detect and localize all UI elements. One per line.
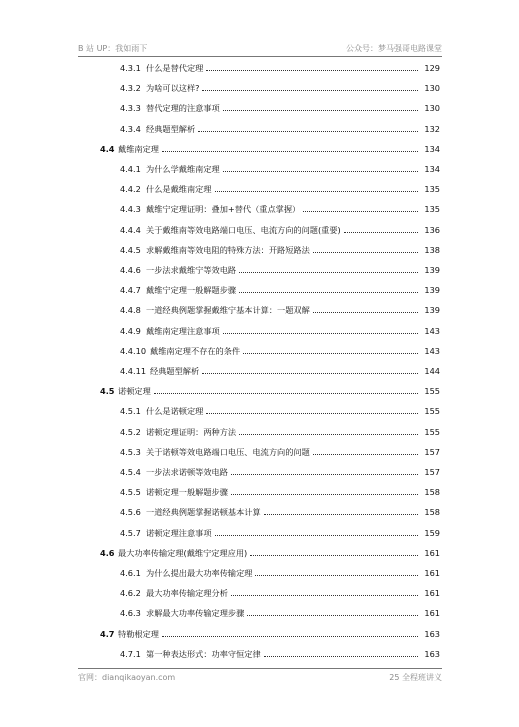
toc-entry[interactable] bbox=[100, 628, 440, 640]
toc-entry-title: 特勒根定理 bbox=[118, 629, 159, 639]
toc-entry-number: 4.6.3 bbox=[120, 608, 141, 618]
toc-leader-dots bbox=[154, 393, 418, 394]
toc-entry[interactable] bbox=[120, 244, 440, 256]
toc-entry-page-number: 129 bbox=[424, 63, 440, 73]
toc-entry[interactable] bbox=[120, 527, 440, 539]
toc-entry-number: 4.3.4 bbox=[120, 124, 141, 134]
toc-entry-title: 最大功率传输定理(戴维宁定理应用) bbox=[118, 548, 248, 558]
toc-entry-number: 4.3.1 bbox=[120, 63, 141, 73]
toc-entry-title: 一道经典例题掌握戴维宁基本计算：一题双解 bbox=[146, 305, 310, 315]
toc-entry-title: 求解最大功率传输定理步骤 bbox=[146, 608, 245, 618]
toc-entry-page-number: 155 bbox=[424, 427, 440, 437]
toc-entry-number: 4.5.2 bbox=[120, 427, 141, 437]
toc-entry[interactable] bbox=[100, 547, 440, 559]
toc-entry-title: 关于戴维南等效电路端口电压、电流方向的问题(重要) bbox=[146, 225, 341, 235]
toc-entry[interactable] bbox=[120, 304, 440, 316]
toc-entry[interactable] bbox=[120, 62, 440, 74]
toc-leader-dots bbox=[162, 636, 418, 637]
toc-entry-title: 什么是诺顿定理 bbox=[146, 406, 204, 416]
toc-entry-title: 一步法求诺顿等效电路 bbox=[146, 467, 228, 477]
toc-leader-dots bbox=[223, 110, 418, 111]
toc-leader-dots bbox=[206, 413, 418, 414]
toc-entry-number: 4.3.2 bbox=[120, 83, 141, 93]
toc-entry[interactable] bbox=[120, 163, 440, 175]
toc-leader-dots bbox=[239, 434, 418, 435]
toc-leader-dots bbox=[215, 191, 418, 192]
toc-leader-dots bbox=[313, 252, 418, 253]
footer-left-text: 官网：dianqikaoyan.com bbox=[78, 673, 176, 682]
page-footer bbox=[78, 668, 442, 683]
toc-entry-page-number: 161 bbox=[424, 548, 440, 558]
toc-entry-title: 戴维南定理 bbox=[118, 144, 159, 154]
toc-leader-dots bbox=[247, 615, 418, 616]
toc-leader-dots bbox=[202, 373, 418, 374]
toc-entry-number: 4.4.3 bbox=[120, 204, 141, 214]
toc-entry-number: 4.4.5 bbox=[120, 245, 141, 255]
toc-entry-page-number: 157 bbox=[424, 467, 440, 477]
header-left-text: B 站 UP：我如雨下 bbox=[78, 44, 148, 53]
toc-entry-page-number: 134 bbox=[424, 144, 440, 154]
toc-entry[interactable] bbox=[120, 405, 440, 417]
toc-entry-page-number: 155 bbox=[424, 406, 440, 416]
toc-leader-dots bbox=[264, 514, 418, 515]
toc-entry-number: 4.5.6 bbox=[120, 507, 141, 517]
toc-entry[interactable] bbox=[120, 345, 440, 357]
toc-entry-title: 最大功率传输定理分析 bbox=[146, 588, 228, 598]
toc-entry-title: 戴维南定理不存在的条件 bbox=[150, 346, 241, 356]
toc-leader-dots bbox=[313, 454, 418, 455]
toc-entry-page-number: 143 bbox=[424, 346, 440, 356]
toc-entry[interactable] bbox=[120, 203, 440, 215]
toc-entry-number: 4.4.4 bbox=[120, 225, 141, 235]
toc-leader-dots bbox=[162, 151, 418, 152]
toc-leader-dots bbox=[239, 272, 418, 273]
toc-entry-title: 戴维南定理注意事项 bbox=[146, 326, 220, 336]
toc-entry-page-number: 163 bbox=[424, 629, 440, 639]
toc-entry-page-number: 130 bbox=[424, 103, 440, 113]
toc-leader-dots bbox=[231, 494, 418, 495]
toc-leader-dots bbox=[223, 171, 418, 172]
toc-entry[interactable] bbox=[120, 365, 440, 377]
toc-entry-title: 为啥可以这样? bbox=[146, 83, 200, 93]
toc-entry-title: 一步法求戴维宁等效电路 bbox=[146, 265, 237, 275]
toc-entry-title: 关于诺顿等效电路端口电压、电流方向的问题 bbox=[146, 447, 310, 457]
toc-entry[interactable] bbox=[120, 446, 440, 458]
toc-leader-dots bbox=[202, 90, 418, 91]
toc-entry-title: 为什么提出最大功率传输定理 bbox=[146, 568, 253, 578]
toc-entry[interactable] bbox=[120, 284, 440, 296]
toc-entry-page-number: 130 bbox=[424, 83, 440, 93]
toc-entry[interactable] bbox=[120, 567, 440, 579]
toc-entry-title: 诺顿定理一般解题步骤 bbox=[146, 487, 228, 497]
toc-entry-number: 4.3.3 bbox=[120, 103, 141, 113]
toc-entry-page-number: 161 bbox=[424, 588, 440, 598]
toc-leader-dots bbox=[206, 70, 418, 71]
toc-entry[interactable] bbox=[120, 82, 440, 94]
toc-leader-dots bbox=[303, 211, 418, 212]
toc-leader-dots bbox=[198, 131, 418, 132]
toc-entry-title: 一道经典例题掌握诺顿基本计算 bbox=[146, 507, 261, 517]
toc-entry-title: 诺顿定理证明：两种方法 bbox=[146, 427, 237, 437]
toc-entry[interactable] bbox=[120, 264, 440, 276]
toc-entry-page-number: 163 bbox=[424, 649, 440, 659]
toc-entry-number: 4.4 bbox=[100, 144, 115, 154]
toc-entry-page-number: 161 bbox=[424, 608, 440, 618]
toc-entry-number: 4.4.7 bbox=[120, 285, 141, 295]
toc-entry-page-number: 135 bbox=[424, 204, 440, 214]
toc-entry[interactable] bbox=[120, 486, 440, 498]
toc-entry-number: 4.4.6 bbox=[120, 265, 141, 275]
toc-entry-number: 4.6.2 bbox=[120, 588, 141, 598]
toc-leader-dots bbox=[243, 353, 418, 354]
toc-entry[interactable] bbox=[120, 426, 440, 438]
toc-entry-title: 求解戴维南等效电阻的特殊方法：开路短路法 bbox=[146, 245, 310, 255]
toc-entry-title: 第一种表达形式：功率守恒定律 bbox=[146, 649, 261, 659]
toc-entry[interactable] bbox=[120, 224, 440, 236]
toc-entry-page-number: 132 bbox=[424, 124, 440, 134]
toc-leader-dots bbox=[223, 333, 418, 334]
toc-entry-number: 4.4.1 bbox=[120, 164, 141, 174]
toc-entry-page-number: 157 bbox=[424, 447, 440, 457]
toc-entry-page-number: 136 bbox=[424, 225, 440, 235]
toc-entry[interactable] bbox=[120, 123, 440, 135]
toc-entry-number: 4.5.4 bbox=[120, 467, 141, 477]
toc-entry[interactable] bbox=[100, 385, 440, 397]
toc-entry-number: 4.4.9 bbox=[120, 326, 141, 336]
toc-entry[interactable] bbox=[100, 143, 440, 155]
toc-entry[interactable] bbox=[120, 102, 440, 114]
toc-entry-title: 经典题型解析 bbox=[146, 124, 196, 134]
toc-entry-number: 4.6.1 bbox=[120, 568, 141, 578]
toc-entry-page-number: 161 bbox=[424, 568, 440, 578]
toc-entry-title: 诺顿定理 bbox=[118, 386, 151, 396]
toc-entry-number: 4.6 bbox=[100, 548, 115, 558]
toc-entry-page-number: 144 bbox=[424, 366, 440, 376]
toc-leader-dots bbox=[231, 474, 418, 475]
footer-right-text: 25 全程班讲义 bbox=[389, 673, 442, 682]
toc-entry-number: 4.4.2 bbox=[120, 184, 141, 194]
toc-entry-title: 替代定理的注意事项 bbox=[146, 103, 220, 113]
toc-entry[interactable] bbox=[120, 607, 440, 619]
toc-entry-page-number: 158 bbox=[424, 507, 440, 517]
toc-entry[interactable] bbox=[120, 183, 440, 195]
toc-entry-page-number: 139 bbox=[424, 265, 440, 275]
toc-leader-dots bbox=[250, 555, 418, 556]
toc-entry-title: 戴维宁定理证明：叠加+替代（重点掌握） bbox=[146, 204, 301, 214]
toc-entry-page-number: 159 bbox=[424, 528, 440, 538]
toc-entry[interactable] bbox=[120, 587, 440, 599]
toc-entry-page-number: 155 bbox=[424, 386, 440, 396]
toc-entry[interactable] bbox=[120, 648, 440, 660]
toc-entry-number: 4.7 bbox=[100, 629, 115, 639]
toc-entry-title: 戴维宁定理一般解题步骤 bbox=[146, 285, 237, 295]
toc-entry-number: 4.5.3 bbox=[120, 447, 141, 457]
toc-entry-title: 什么是戴维南定理 bbox=[146, 184, 212, 194]
page-header bbox=[78, 42, 442, 57]
toc-leader-dots bbox=[313, 312, 418, 313]
toc-entry-number: 4.4.10 bbox=[120, 346, 147, 356]
toc-entry-number: 4.4.8 bbox=[120, 305, 141, 315]
toc-entry-title: 诺顿定理注意事项 bbox=[146, 528, 212, 538]
toc-entry-page-number: 135 bbox=[424, 184, 440, 194]
toc-entry-page-number: 138 bbox=[424, 245, 440, 255]
toc-entry-title: 经典题型解析 bbox=[150, 366, 200, 376]
toc-leader-dots bbox=[215, 535, 418, 536]
toc-leader-dots bbox=[239, 292, 418, 293]
toc-entry-number: 4.5.7 bbox=[120, 528, 141, 538]
toc-entry[interactable] bbox=[120, 466, 440, 478]
toc-leader-dots bbox=[255, 575, 418, 576]
toc-leader-dots bbox=[344, 232, 418, 233]
toc-entry-title: 什么是替代定理 bbox=[146, 63, 204, 73]
toc-entry-page-number: 134 bbox=[424, 164, 440, 174]
toc-entry-number: 4.4.11 bbox=[120, 366, 147, 376]
toc-entry-page-number: 139 bbox=[424, 305, 440, 315]
toc-entry-number: 4.7.1 bbox=[120, 649, 141, 659]
toc-entry[interactable] bbox=[120, 325, 440, 337]
toc-leader-dots bbox=[231, 595, 418, 596]
toc-entry-number: 4.5.5 bbox=[120, 487, 141, 497]
toc-entry-page-number: 139 bbox=[424, 285, 440, 295]
toc-entry-number: 4.5.1 bbox=[120, 406, 141, 416]
toc-entry-title: 为什么学戴维南定理 bbox=[146, 164, 220, 174]
toc-entry[interactable] bbox=[120, 506, 440, 518]
toc-entry-page-number: 143 bbox=[424, 326, 440, 336]
toc-entry-number: 4.5 bbox=[100, 386, 115, 396]
header-right-text: 公众号：梦马强哥电路课堂 bbox=[346, 44, 442, 53]
toc-entry-page-number: 158 bbox=[424, 487, 440, 497]
toc-leader-dots bbox=[264, 656, 418, 657]
